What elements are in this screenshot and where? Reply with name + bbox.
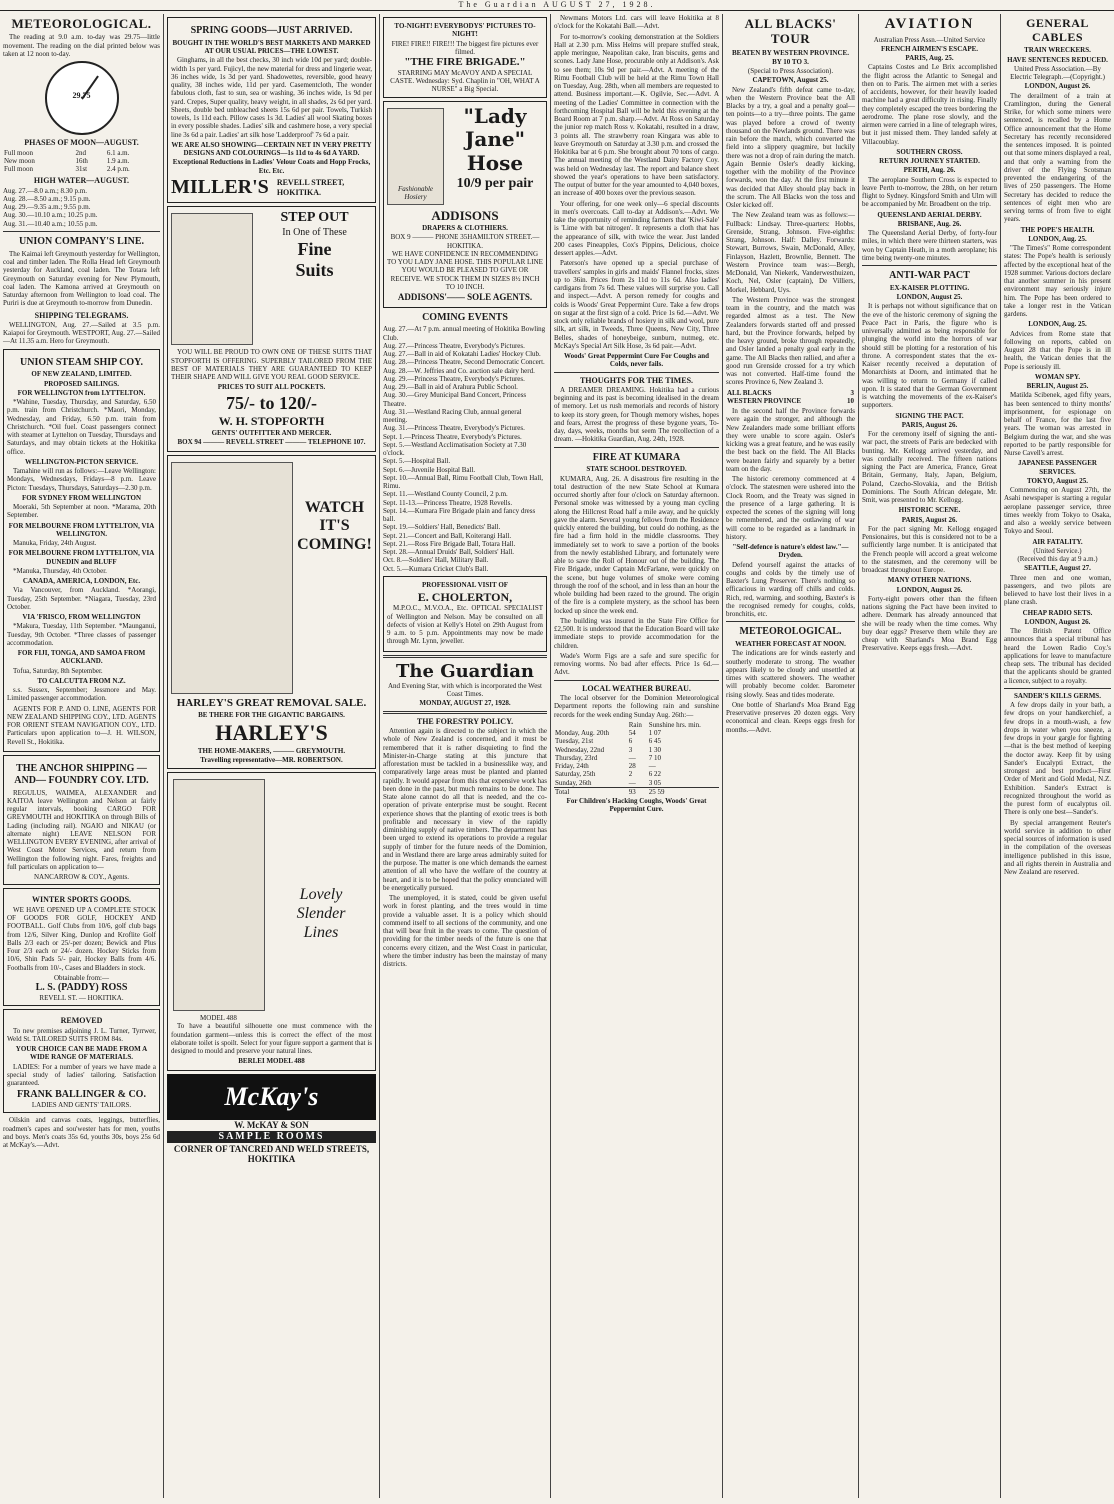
pictures-ad: TO-NIGHT! EVERYBODYS' PICTURES TO-NIGHT! FIRE! FIRE!! FIRE!!! The biggest fire pictures ever filmed. "THE FIRE BRIGADE." STARRING MAY McAVOY AND A SPECIAL CASTE. Wednesday: Syd. Chaplin in "OH, WHAT A NURSE" a Big Special. bbox=[383, 17, 547, 98]
list-item: Aug. 31.—Princess Theatre, Everybody's Pictures. bbox=[383, 424, 525, 433]
column-3: TO-NIGHT! EVERYBODYS' PICTURES TO-NIGHT! FIRE! FIRE!! FIRE!!! The biggest fire pictures ever filmed. "THE FIRE BRIGADE." STARRING MAY McAVOY AND A SPECIAL CASTE. Wednesday: Syd. Chaplin in "OH, WHAT A NURSE" a Big Special. Fashionable Hosiery "Lady Jane" Hose 10/9 per pair ADDISONS DRAPERS & CLOTHIERS. BOX 9 ——— PHONE 35HAMILTON STREET.—HOKITIKA. WE HAVE CONFIDENCE IN RECOMMENDING TO YOU LADY JANE HOSE. THIS POPULAR LINE YOU WOULD BE PLEASED TO GIVE OR RECEIVE. WE STOCK THEM IN SIZES 8½ INCH TO 10 INCH. ADDISONS'—— SOLE AGENTS. COMING EVENTS Aug. 27.—At 7 p.m. annual meeting of Hokitika Bowling Club. Aug. 27.—Princess Theatre, Everybody's Pictures. Aug. 27.—Ball in aid of Kokatahi Ladies' Hockey Club. Aug. 28.—Princess Theatre, Second Democratic Concert. Aug. 28.—W. Jeffries and Co. auction sale dairy herd. Aug. 29.—Princess Theatre, Everybody's Pictures. Aug. 29.—Ball in aid of Arahura Public School. Aug. 30.—Grey Municipal Band Concert, Princess Theatre. Aug. 31.—Westland Racing Club, annual general meeting. Aug. 31.—Princess Theatre, Everybody's Pictures. Sept. 1.—Princess Theatre, Everybody's Pictures. Sept. 5.—Westland Acclimatisation Society at 7.30 o'clock. Sept. 5.—Hospital Ball. Sept. 6.—Juvenile Hospital Ball. Sept. 10.—Annual Ball, Rimu Football Club, Town Hall, Rimu. Sept. 11.—Westland County Council, 2 p.m. Sept. 11-13.—Princess Theatre, 1928 Revells. Sept. 14.—Kumara Fire Brigade plain and fancy dress ball. Sept. 19.—Soldiers' Hall, Benedicts' Ball. Sept. 21.—Concert and Ball, Koiterangi Hall. Sept. 21.—Ross Fire Brigade Ball, Totara Hall. Sept. 28.—Annual Druids' Ball, Soldiers' Hall. Oct. 8.—Soldiers' Hall, Military Ball. Oct. 5.—Kumara Cricket Club's Ball. PROFESSIONAL VISIT OF E. CHOLERTON, M.P.O.C., M.V.O.A., Etc. OPTICAL SPECIALIST of Wellington and Nelson. May be consulted on all defects of vision at Kelly's Hotel on 29th August from 9 a.m. to 5 p.m. Appointments may now be made through Mr. Lynn, jeweller. The Guardian And Evening Star, with which is incorporated the West Coast Times. MONDAY, AUGUST 27, 1928. THE FORESTRY POLICY. Attention again is directed to the subject in which the whole of New Zealand is concerned, and it must be remembered that it is rather disquieting to find the Minister-in-Charge stating at this juncture that afforestation must be tackled in a businesslike way, and comparatively large areas must be planted and planted rapidly. It would appear from this that expensive work has been done in the past, but much remains to be done. The State alone cannot do all that is needed, and the co-operation of private enterprise must be sought. Recent experience shows that the planting of exotic trees is both profitable and necessary in view of the rapidly diminishing supply of native timbers. The department has been urged to extend its operations to provide a regular supply of timber for the future needs of the Dominion, and in Westland there are large areas admirably suited for the purpose. The matter is one which demands the earnest attention of all who have the welfare of the country at heart, and it is to be hoped that the policy enunciated will be energetically pursued. The unemployed, it is stated, could be given useful work in forest planting, and the trees would in time provide a valuable asset. It is a policy which should commend itself to all sections of the community, and one that will bear fruit in the years to come. The question of providing for the timber needs of the future is one that concerns every citizen, and the West Coast in particular, where the timber industry has been the mainstay of many districts. bbox=[380, 14, 550, 1500]
general-cables-title: GENERAL CABLES bbox=[1026, 16, 1089, 45]
column-6: AVIATION Australian Press Assn.—United Service FRENCH AIRMEN'S ESCAPE. PARIS, Aug. 25. Captains Costes and Le Brix accomplished the flight across the Atlantic to Senegal and then on to Paris. The airmen met with a series of accidents, however, for their heavily loaded machine had a great difficulty in rising. Finally they completely escaped the trees bordering the aerodrome. The plane rose slowly, and the airmen were carried in a line of telegraph wires, but it just missed them. They landed safely at Villacoublay. SOUTHERN CROSS. RETURN JOURNEY STARTED. PERTH, Aug. 26. The aeroplane Southern Cross is expected to leave Perth to-morrow, the 28th, on her return flight to Sydney. Kingsford Smith and Ulm will be accompanied by Mr. Broadbent on the trip. QUEENSLAND AERIAL DERBY. BRISBANE, Aug. 26. The Queensland Aerial Derby, of forty-four miles, in which there were thirteen starters, was won by Captain Heath, in a moth aeroplane; his time being twenty-one minutes. ANTI-WAR PACT EX-KAISER PLOTTING. LONDON, August 25. It is perhaps not without significance that on the eve of the historic ceremony of signing the Peace Pact in Paris, the figure who is universally admitted as being responsible for plunging the world into the horrors of war should still be plotting for a restoration of his throne. A correspondent states that the ex-Kaiser recently received a deputation of Monarchists at Doorn, and intimated that he was willing to return to Germany if called upon. It is stated that the German Government is watching the movements of the ex-Kaiser's supporters. SIGNING THE PACT. PARIS, August 26. For the ceremony itself of signing the anti-war pact, the streets of Paris are bedecked with bunting. Mr. Kellogg arrived yesterday, and was cordially received. The fifteen nations signing the Pact are America, France, Great Britain, Germany, Italy, Japan, Belgium, Poland, Czecho-Slovakia, and the British Dominions. The South African delegate, Mr. Smit, was presented to Mr. Kellogg. HISTORIC SCENE. PARIS, August 26. For the pact signing Mr. Kellogg engaged Pensionaires, but this is considered not to be a sufficiently large number. It is anticipated that the French people will accord a great welcome to the statesmen, and the ceremony will be broadcast throughout Europe. MANY OTHER NATIONS. LONDON, August 26. Forty-eight powers other than the fifteen nations signing the Pact have been invited to adhere. Denmark has already announced that she will be ready when the time comes. Why buy dear eggs? Preserve them while they are cheap with Sharland's Moa Brand Egg Preservative. Keeps eggs fresh.—Advt. bbox=[862, 16, 997, 653]
lady-jane-ad: Fashionable Hosiery "Lady Jane" Hose 10/9 per pair ADDISONS DRAPERS & CLOTHIERS. BOX 9 ——— PHONE 35HAMILTON STREET.—HOKITIKA. WE HAVE CONFIDENCE IN RECOMMENDING TO YOU LADY JANE HOSE. THIS POPULAR LINE YOU WOULD BE PLEASED TO GIVE OR RECEIVE. WE STOCK THEM IN SIZES 8½ INCH TO 10 INCH. ADDISONS'—— SOLE AGENTS. bbox=[383, 101, 547, 308]
list-item: Sept. 5.—Westland Acclimatisation Society at 7.30 o'clock. bbox=[383, 440, 527, 458]
tide-line: Aug. 29.—9.35 a.m.; 9.55 p.m. bbox=[3, 203, 91, 212]
anchor-shipping-ad: THE ANCHOR SHIPPING —AND— FOUNDRY COY. LTD. REGULUS, WAIMEA, ALEXANDER and KAITOA leave Wellington and Nelson at fairly regular intervals, booking CARGO FOR GREYMOUTH and HOKITIKA on through Bills of Lading (including rail). NGAIO and NIKAU (or alternate night) LEAVE NELSON FOR WELLINGTON EVERY EVENING, after arrival of West Coast Motor Services, and return from Wellington the following night. Fares, freights and full particulars on application to— NANCARROW & COY., Agents. bbox=[3, 755, 160, 885]
tide-line: Aug. 27.—8.0 a.m.; 8.30 p.m. bbox=[3, 186, 87, 195]
list-item: Oct. 8.—Soldiers' Hall, Military Ball. bbox=[383, 556, 489, 565]
uss-title: UNION STEAM SHIP COY. bbox=[20, 356, 143, 368]
anti-war-pact-title: ANTI-WAR PACT bbox=[889, 270, 970, 282]
masthead: The Guardian AUGUST 27, 1928. bbox=[0, 0, 1114, 11]
hosiery-illustration: Fashionable Hosiery bbox=[387, 108, 444, 205]
harleys-ad: WATCH IT'S COMING! HARLEY'S GREAT REMOVAL SALE. BE THERE FOR THE GIGANTIC BARGAINS. HARLEY'S THE HOME-MAKERS, ——— GREYMOUTH. Travelling representative—MR. ROBERTSON. bbox=[167, 455, 376, 770]
list-item: Sept. 10.—Annual Ball, Rimu Football Club, Town Hall, Rimu. bbox=[383, 473, 543, 491]
list-item: Aug. 31.—Westland Racing Club, annual general meeting. bbox=[383, 407, 522, 425]
stopforth-ad: STEP OUT In One of These Fine Suits YOU WILL BE PROUD TO OWN ONE OF THESE SUITS THAT STOPFORTH IS OFFERING. SUPERBLY TAILORED FROM THE BEST OF MATERIALS THEY ARE GUARANTEED TO KEEP THEIR SHAPE AND WILL GIVE YOU REAL GOOD SERVICE. PRICES TO SUIT ALL POCKETS. 75/- to 120/- W. H. STOPFORTH GENTS' OUTFITTER AND MERCER. BOX 94 ——— REVELL STREET ——— TELEPHONE 107. bbox=[167, 206, 376, 451]
weather-bureau-title: LOCAL WEATHER BUREAU. bbox=[582, 683, 691, 693]
moon-title: PHASES OF MOON—AUGUST. bbox=[24, 138, 139, 148]
table-row: Full moon 2nd 6.1 a.m. bbox=[4, 148, 130, 157]
tide-line: Aug. 30.—10.10 a.m.; 10.25 p.m. bbox=[3, 211, 98, 220]
list-item: Aug. 30.—Grey Municipal Band Concert, Princess Theatre. bbox=[383, 391, 527, 408]
all-blacks-title: ALL BLACKS' TOUR bbox=[744, 16, 837, 47]
berlei-ad: MODEL 488 Lovely Slender Lines To have a beautiful silhouette one must commence with the foundation garment—unless this is correct the effect of the most elaborate toilet is spoilt. Select for your figure support a garment that is designed to mould and preserve your natural lines. BERLEI MODEL 488 bbox=[167, 772, 376, 1071]
table-row: Tuesday, 21st 6 6 45 bbox=[555, 737, 661, 746]
shipping-title: SHIPPING TELEGRAMS. bbox=[34, 310, 129, 320]
ballinger-ad: REMOVED To new premises adjoining J. L. Turner, Tyrrwer, Weld St. TAILORED SUITS FROM 84s. YOUR CHOICE CAN BE MADE FROM A WIDE RANGE OF MATERIALS. LADIES: For a number of years we have made a special study of ladies' tailoring. Satisfaction guaranteed. FRANK BALLINGER & CO. LADIES AND GENTS' TAILORS. bbox=[3, 1009, 160, 1113]
corset-model-illustration bbox=[173, 779, 265, 1011]
score-table bbox=[726, 389, 855, 406]
list-item: Sept. 19.—Soldiers' Hall, Benedicts' Ball. bbox=[383, 523, 501, 532]
list-item: Sept. 6.—Juvenile Hospital Ball. bbox=[383, 465, 476, 474]
met-intro: The reading at 9.0 a.m. to-day was 29.75—little movement. The reading on the dial printed below was taken at 12 noon to-day. bbox=[3, 33, 160, 58]
mckays-logo: McKay's bbox=[167, 1074, 376, 1121]
table-row: Wednesday, 22nd 3 1 30 bbox=[555, 745, 661, 754]
table-row: Total 93 25 59 bbox=[554, 787, 719, 796]
met-title: METEOROLOGICAL. bbox=[11, 16, 152, 31]
table-row: ALL BLACKS 3 bbox=[727, 388, 854, 397]
moon-table bbox=[3, 149, 160, 174]
table-row: Full moon 31st 2.4 p.m. bbox=[4, 165, 130, 174]
list-item: Aug. 27.—At 7 p.m. annual meeting of Hokitika Bowling Club. bbox=[383, 325, 546, 342]
list-item: Sept. 21.—Concert and Ball, Koiterangi Hall. bbox=[383, 531, 512, 540]
met-title-2: METEOROLOGICAL. bbox=[739, 626, 842, 638]
tide-title: HIGH WATER—AUGUST. bbox=[33, 176, 130, 186]
millers-name: MILLER'S bbox=[171, 175, 269, 198]
tide-line: Aug. 31.—10.40 a.m.; 10.55 p.m. bbox=[3, 219, 98, 228]
union-steamship-ad: UNION STEAM SHIP COY. OF NEW ZEALAND, LIMITED. PROPOSED SAILINGS. FOR WELLINGTON from LYTTELTON. *Wahine, Tuesday, Thursday, and Saturday, 6.50 p.m. train from Christchurch. *Maori, Monday, Wednesday, and Friday, 6.50 p.m. train from Christchurch. *Oil fuel. Coast passengers connect with steamer at Lyttelton on Tuesday, Thursdays and Saturdays, and may obtain tickets at the Hokitika office. WELLINGTON-PICTON SERVICE. Tamahine will run as follows:—Leave Wellington: Mondays, Wednesdays, Fridays—8 p.m. Leave Picton: Tuesdays, Thursdays, Saturdays—2.30 p.m. FOR SYDNEY FROM WELLINGTON Moeraki, 5th September at noon. *Marama, 20th September. FOR MELBOURNE FROM LYTTELTON, VIA WELLINGTON. Manuka, Friday, 24th August. FOR MELBOURNE FROM LYTTELTON, VIA DUNEDIN and BLUFF *Manuka, Thursday, 4th October. CANADA, AMERICA, LONDON, Etc. Via Vancouver, from Auckland. *Aorangi, Tuesday, 25th September. *Niagara, Tuesday, 23rd October. VIA 'FRISCO, FROM WELLINGTON *Makura, Tuesday, 11th September. *Maunganui, Tuesday, 9th October. *Three classes of passenger accommodation. FOR FIJI, TONGA, AND SAMOA FROM AUCKLAND. Tofua, Saturday, 8th September. TO CALCUTTA FROM N.Z. s.s. Sussex, September; Jessmore and May. Limited passenger accommodation. AGENTS FOR P. AND O. LINE, AGENTS FOR NEW ZEALAND SHIPPING COY., LTD. AGENTS FOR ORIENT STEAM NAVIGATION COY., LTD. Particulars upon application to—J. H. WILSON, Revell St., Hokitika. bbox=[3, 349, 160, 752]
events-list bbox=[383, 325, 547, 573]
coming-events-title: COMING EVENTS bbox=[422, 311, 508, 323]
thoughts-title: THOUGHTS FOR THE TIMES. bbox=[579, 375, 694, 385]
list-item: Aug. 27.—Princess Theatre, Everybody's Pictures. bbox=[383, 341, 525, 350]
list-item: Sept. 5.—Hospital Ball. bbox=[383, 457, 451, 466]
paddy-ross: L. S. (PADDY) ROSS bbox=[35, 982, 128, 994]
anchor-title: THE ANCHOR SHIPPING —AND— FOUNDRY COY. LTD. bbox=[14, 762, 149, 786]
editorial-title: THE FORESTRY POLICY. bbox=[416, 716, 514, 726]
man-reading-illustration bbox=[171, 462, 293, 694]
table-row: New moon 16th 1.9 a.m. bbox=[4, 156, 130, 165]
list-item: Aug. 28.—W. Jeffries and Co. auction sale dairy herd. bbox=[383, 366, 535, 375]
suit-price: 75/- to 120/- bbox=[226, 392, 317, 413]
shipping-text: WELLINGTON, Aug. 27.—Sailed at 3.5 p.m. Kaiapoi for Greymouth. WESTPORT, Aug. 27.—Sailed—At 11.35 a.m. Hero for Greymouth. bbox=[3, 320, 160, 346]
local-news: For to-morrow's cooking demonstration at the Soldiers Hall at 2.30 p.m. Miss Helms will prepare stuffed steak, apple meringue, Neapolitan cake, Iran biscuits, gems and scones. Lady Jane Hose, procurable only at Addison's. Ask to see them; 10s 9d per pair.—Advt. A meeting of the Rimu Football Club will be held at the Rimu Town Hall on Tuesday, Aug. 28th, when all members are requested to attend. Business important.—K. Ogilvie, Sec.—Advt. A meeting of the Ladies' Committee in connection with the forthcoming Hospital Ball will be held this evening at the Board Room at 7 p.m. sharp.—Advt. At Ross on Saturday the junior rep match Ross v. Kokatahi, resulted in a draw, 3 points all. The strawberry roan Kingara was able to leave Greymouth on Saturday at 3.30 p.m. and crossed the Hokitika bar at 6 p.m. She brought about 70 tons of cargo. The annual meeting of the Westland Dairy Factory Coy. was held on Wednesday last. The report and balance sheet showed the year's operations to have been satisfactory. The output of butter for the year amounted to 4,040 boxes, an increase of 400 boxes over the previous season. bbox=[554, 32, 719, 198]
millers-ad: SPRING GOODS—JUST ARRIVED. BOUGHT IN THE WORLD'S BEST MARKETS AND MARKED AT OUR USUAL PRICES—THE LOWEST. Ginghams, in all the best checks, 30 inch wide 10d per yard; double-width 1s per yard. Fujicyl, the new material for dress and lingerie wear, 36 inches wide, 1s 3d per yard. Shadowettes, reversible, good heavy quality, 38 inches wide, 11d per yard. Casementcloth, The wonder fabulous cloth, fast to sun, sea or washing, 36 inches wide, 1s 9d per yard. Crepes, Super quality, heavy weight, in all shades, 2s 6d per yard. Sheets, double bed unbleached sheets 15s 6d per pair. Towels, Turkish towels, 1s 11d each. Pillow cases 1s 3d. Ladies' all wool Skating boxes in every possible shades. Ladies' silk and cashmere hose, a very special line 3s 6d a pair. Ladies' art silk hose 'Ladderproof' 7s 6d a pair. WE ARE ALSO SHOWING—CERTAIN NET IN VERY PRETTY DESIGNS AND COLOURINGS—1s 11d to 4s 6d A YARD. Exceptional Reductions in Ladies' Velour Coats and Hopp Frocks, Etc. Etc. MILLER'S REVELL STREET, HOKITIKA. bbox=[167, 17, 376, 203]
table-row: Rain Sunshine hrs. min. bbox=[628, 720, 701, 729]
barometer-reading: 29.75 bbox=[72, 91, 91, 101]
list-item: Sept. 21.—Ross Fire Brigade Ball, Totara Hall. bbox=[383, 539, 516, 548]
weather-table bbox=[554, 721, 719, 796]
list-item: Sept. 1.—Princess Theatre, Everybody's Pictures. bbox=[383, 432, 522, 441]
oilskin-notice: Oilskin and canvas coats, leggings, butterflies, roadmen's capes and sou'wester hats for men, youths and boys. Men's coats 35s 6d, youths 30s, boys 25s 6d at McKay's.—Advt. bbox=[3, 1116, 160, 1150]
table-row: Monday, Aug. 20th 54 1 07 bbox=[555, 729, 661, 738]
table-row: Friday, 24th 28 — bbox=[555, 762, 656, 771]
list-item: Sept. 11-13.—Princess Theatre, 1928 Revells. bbox=[383, 498, 513, 507]
tide-line: Aug. 28.—8.50 a.m.; 9.15 p.m. bbox=[3, 194, 91, 203]
guardian-nameplate: The Guardian bbox=[396, 660, 534, 682]
list-item: Sept. 28.—Annual Druids' Ball, Soldiers' Hall. bbox=[383, 548, 515, 557]
column-4: Newmans Motors Ltd. cars will leave Hokitika at 8 o'clock for the Kokatahi Ball.—Advt. For to-morrow's cooking demonstration at the Soldiers Hall at 2.30 p.m. Miss Helms will prepare stuffed steak, apple meringue, Neapolitan cake, Iran biscuits, gems and scones. Lady Jane Hose, procurable only at Addison's. Ask to see them; 10s 9d per pair.—Advt. A meeting of the Rimu Football Club will be held at the Rimu Town Hall on Tuesday, Aug. 28th, when all members are requested to attend. Business important.—K. Ogilvie, Sec.—Advt. A meeting of the Ladies' Committee in connection with the forthcoming Hospital Ball will be held this evening at the Board Room at 7 p.m. sharp.—Advt. At Ross on Saturday the junior rep match Ross v. Kokatahi, resulted in a draw, 3 points all. The strawberry roan Kingara was able to leave Greymouth on Saturday at 3.30 p.m. and crossed the Hokitika bar at 6 p.m. She brought about 70 tons of cargo. The annual meeting of the Westland Dairy Factory Coy. was held on Wednesday last. The report and balance sheet showed the year's operations to have been satisfactory. The output of butter for the year amounted to 4,040 boxes, an increase of 400 boxes over the previous season. Your offering, for one week only—6 special discounts in men's overcoats. Call to-day at Addison's.—Advt. We take the opportunity of reminding farmers that 'Kiwi-Sale' is 'Lime with bat nitrogen'. It represents a cloth that has the appearance of silk, with twice the wear. Just landed 200 cases Pineapples, Cox's Pippins, Delicious, choice dessert apples.—Advt. Paterson's have opened up a special purchase of travellers' samples in girls and maids' Flannel frocks, sizes up to 36in. Prices from 2s 11d to 11s 6d. Also ladies' cardigans from 7s 6d. These values will surprise you. Call and inspect.—Advt. A person remedy for coughs and colds is Woods' Great Peppermint Cure. Take a few drops on sugar at the first sign of a cold. Price 1s 6d.—Advt. We stock only reliable brands of hosiery in silk and wool, pure silk, art silk, in Tweeds, Three Queens, New City, Three Belles, shades of honeybeige, sunburn, nutmeg, etc. McKay's Special Art Silk Hose, 3s 6d pair.—Advt. Woods' Great Peppermint Cure For Coughs and Colds, never fails. THOUGHTS FOR THE TIMES. A DREAMER DREAMING. Hokitika had a curious beginning and its past is becoming idealised in the dream of memory. Let us rush memorials and records of history to keep its story green, for Though memory wishes, hopes and fears, Arrest the progress of these bygone years, To-day, days, weeks, months but seem The recollection of a dream. —Hokitika Guardian, Aug. 24th, 1928. FIRE AT KUMARA STATE SCHOOL DESTROYED. KUMARA, Aug. 26. A disastrous fire resulting in the total destruction of the new State School at Kumara occurred shortly after four o'clock on Saturday afternoon. Personal smoke was witnessed by a young man cycling along the Hillcrest Road half a mile away, and he quickly gave the alarm. Several young fellows from the Residence quickly entered the building, but could do nothing, as the fire had a firm hold in the middle classrooms. They immediately set to work to save a portion of the books from the newly established Library, and fortunately were able to save the Roll of Honour out of the building. The Fire Brigade, under Captain McFarlane, were quickly on the scene, but huge volumes of smoke were coming through the roof of the school, and in less than an hour the whole building had been razed to the ground. The origin of the fire is a complete mystery, as the school has been locked up since the week end. The building was insured in the State Fire Office for £2,500. It is understood that the Education Board will take immediate steps to provide accommodation for the children. Wade's Worm Figs are a safe and sure specific for removing worms. No bad after effects. Price 1s 6d.—Advt. LOCAL WEATHER BUREAU. The local observer for the Dominion Meteorological Department reports the following rain and sunshine records for the week ending Sunday Aug. 26th:— Rain Sunshine hrs. min. Monday, Aug. 20th 54 1 07 Tuesday, 21st 6 6 45 Wednesday, 22nd 3 1 30 Thursday, 23rd — 7 10 Friday, 24th 28 — Saturday, 25th 2 6 22 Sunday, 26th — 3 05 Total 93 25 59 For Children's Hacking Coughs, Woods' Great Peppermint Cure. bbox=[554, 14, 719, 814]
aviation-title: AVIATION bbox=[884, 16, 975, 32]
list-item: Aug. 27.—Ball in aid of Kokatahi Ladies' Hockey Club. bbox=[383, 350, 541, 359]
cholerton-ad: PROFESSIONAL VISIT OF E. CHOLERTON, M.P.O.C., M.V.O.A., Etc. OPTICAL SPECIALIST of Wellington and Nelson. May be consulted on all defects of vision at Kelly's Hotel on 29th August from 9 a.m. to 5 p.m. Appointments may now be made through Mr. Lynn, jeweller. bbox=[383, 576, 547, 652]
sample-rooms-banner: SAMPLE ROOMS bbox=[167, 1131, 376, 1143]
winter-sports-ad: WINTER SPORTS GOODS. WE HAVE OPENED UP A COMPLETE STOCK OF GOODS FOR GOLF, HOCKEY AND FOOTBALL. Golf Clubs from 10/6, golf club bags from 12/6, Silver King, Dunlop and Kroflite Golf Balls 2/3 each or 25/-per dozen; Bewick and Plus Four 2/3 each or 24/- dozen. Hockey Sticks from 10/6, Shin Pads 5/- pair, Hockey Balls from 4/6. Footballs from 10/-, Cases and Bladders in stock. Obtainable from:— L. S. (PADDY) ROSS REVELL ST. — HOKITIKA. bbox=[3, 888, 160, 1006]
list-item: Aug. 29.—Ball in aid of Arahura Public School. bbox=[383, 383, 518, 392]
barometer-dial bbox=[45, 61, 119, 135]
table-row: Saturday, 25th 2 6 22 bbox=[555, 770, 661, 779]
list-item: Sept. 14.—Kumara Fire Brigade plain and fancy dress ball. bbox=[383, 506, 536, 524]
table-row: WESTERN PROVINCE 10 bbox=[727, 396, 854, 405]
list-item: Aug. 29.—Princess Theatre, Everybody's Pictures. bbox=[383, 374, 525, 383]
table-row: Thursday, 23rd — 7 10 bbox=[555, 753, 661, 762]
column-2: SPRING GOODS—JUST ARRIVED. BOUGHT IN THE WORLD'S BEST MARKETS AND MARKED AT OUR USUAL PRICES—THE LOWEST. Ginghams, in all the best checks, 30 inch wide 10d per yard; double-width 1s per yard. Fujicyl, the new material for dress and lingerie wear, 36 inches wide, 1s 3d per yard. Shadowettes, reversible, good heavy quality, 38 inches wide, 11d per yard. Casementcloth, The wonder fabulous cloth, fast to sun, sea or washing, 36 inches wide, 1s 9d per yard. Crepes, Super quality, heavy weight, in all shades, 2s 6d per yard. Sheets, double bed unbleached sheets 15s 6d per pair. Towels, Turkish towels, 1s 11d each. Pillow cases 1s 3d. Ladies' all wool Skating boxes in every possible shades. Ladies' silk and cashmere hose, a very special line 3s 6d a pair. Ladies' art silk hose 'Ladderproof' 7s 6d a pair. WE ARE ALSO SHOWING—CERTAIN NET IN VERY PRETTY DESIGNS AND COLOURINGS—1s 11d to 4s 6d A YARD. Exceptional Reductions in Ladies' Velour Coats and Hopp Frocks, Etc. Etc. MILLER'S REVELL STREET, HOKITIKA. STEP OUT In One of These Fine Suits YOU WILL BE PROUD TO OWN ONE OF THESE SUITS THAT STOPFORTH IS OFFERING. SUPERBLY TAILORED FROM THE BEST OF MATERIALS THEY ARE GUARANTEED TO KEEP THEIR SHAPE AND WILL GIVE YOU REAL GOOD SERVICE. PRICES TO SUIT ALL POCKETS. 75/- to 120/- W. H. STOPFORTH GENTS' OUTFITTER AND MERCER. BOX 94 ——— REVELL STREET ——— TELEPHONE 107. WATCH IT'S COMING! HARLEY'S GREAT REMOVAL SALE. BE THERE FOR THE GIGANTIC BARGAINS. HARLEY'S THE HOME-MAKERS, ——— GREYMOUTH. Travelling representative—MR. ROBERTSON. MODEL 488 Lovely Slender Lines To have a beautiful silhouette one must commence with the foundation garment—unless this is correct the effect of the most elaborate toilet is spoilt. Select for your figure support a garment that is designed to mould and preserve your natural lines. BERLEI MODEL 488 McKay's W. McKAY & SON SAMPLE ROOMS CORNER OF TANCRED AND WELD STREETS, HOKITIKA bbox=[164, 14, 379, 1500]
column-5: ALL BLACKS' TOUR BEATEN BY WESTERN PROVINCE. BY 10 TO 3. (Special to Press Association). CAPETOWN, August 25. New Zealand's fifth defeat came to-day, when the Western Province beat the All Blacks by a try, a goal and a penalty goal—ten points—to a try—three points. The game was played before a crowd of twenty thousand on the Newlands ground. There was rain before the match, which converted the field into a slippery quagmire, but luckily there was not a drop of rain during the match. Again Bennie Osler's deadly kicking, together with the mobility of the Province forwards, won the day. At the first minute it was decided that Alley should play back in the scrum. The All Blacks won the toss and Osler kicked off. The New Zealand team was as follows:—Fullback: Lindsay. Three-quarters: Hobbs, Grenside, Strang, Johnson. Five-eighths: Strang, Johnson. Half: Dalley. Forwards: Stewart, Burrows, Swain, McDonald, Alley, Finlayson, Hazlett, Brownlie, Bennett. The Western Province team was:—Bergh, McDonald, Van Niekerk, Vanderwesthuizen, Koch, Nel, Osler (captain), De Villiers, Morkel, Hebbard, Uys. The Western Province was the strongest team in the country, and the match was regarded almost as a test. The New Zealanders forwards started off and pressed hard, but the Province forwards, helped by the heavy ground, broke through repeatedly, and Osler landed a penalty goal early in the game. The All Blacks then rallied, and after a good run Grenside crossed for a try which was not converted. Half-time found the scores Province 6, New Zealand 3. ALL BLACKS 3 WESTERN PROVINCE 10 In the second half the Province forwards were again the stronger, and although the New Zealanders made some brilliant efforts they were unable to score again. Osler's kicking was a great feature, and he was easily the best back on the field. The All Blacks were beaten fairly and squarely by a better team on the day. The historic ceremony commenced at 4 o'clock. The statesmen were ushered into the Clock Room, and the Treaty was signed in the presence of a large gathering. It is expected the scenes of the signing will long be remembered, and the outlawing of war will come to be regarded as a landmark in history. "Self-defence is nature's eldest law."—Dryden. Defend yourself against the attacks of coughs and colds by the timely use of Baxter's Lung Preserver. There's nothing so efficacious in warding off chills and colds. Rich, red, warming, and soothing, Baxter's is the recognised remedy for coughs, colds, bronchitis, etc. METEOROLOGICAL. WEATHER FORECAST AT NOON. The indications are for winds easterly and southerly moderate to strong. The weather appears likely to be cloudy and unsettled at times with scattered showers. The weather will probably become colder. Barometer rising slowly. Seas and tides moderate. One bottle of Sharland's Moa Brand Egg Preservative preserves 20 dozen eggs. Very economical and clean. Keeps eggs fresh for months.—Advt. bbox=[726, 16, 855, 734]
kumara-fire-title: FIRE AT KUMARA bbox=[592, 451, 681, 463]
union-title: UNION COMPANY'S LINE. bbox=[18, 235, 145, 247]
union-text: The Kaimai left Greymouth yesterday for Wellington, coal and timber laden. The Rolla Head left Greymouth yesterday for Auckland, coal laden. The Totara left Greymouth on Saturday evening for New Plymouth, coal laden. The Kamona arrived at Greymouth on Saturday afternoon from Wellington to load coal. The Puriri is due at Greymouth to-morrow from Dunedin. bbox=[3, 249, 160, 308]
list-item: Aug. 28.—Princess Theatre, Second Democratic Concert. bbox=[383, 358, 545, 367]
table-row: Sunday, 26th — 3 05 bbox=[555, 778, 661, 787]
list-item: Oct. 5.—Kumara Cricket Club's Ball. bbox=[383, 564, 489, 573]
column-7: GENERAL CABLES TRAIN WRECKERS. HAVE SENTENCES REDUCED. United Press Association.—By Electric Telegraph.—(Copyright.) LONDON, August 26. The derailment of a train at Cramlington, during the General Strike, for which some miners were sentenced, is recalled by a Home Office announcement that the Home Secretary has recently reconsidered the sentences imposed. It is pointed out that some miners displayed a real, and that only a warning from the driver of the Flying Scotsman prevented the endangering of the lives of 250 passengers. The Home Secretary has decided to reduce the sentences of eight men who are serving terms of from five to eight years. THE POPE'S HEALTH. LONDON, Aug. 25. "The Times's" Rome correspondent states: The Pope's health is seriously affected by the exceptional heat of the 1928 summer. Various doctors declare that another summer in his present environment may seriously injure him. The Pope has been ordered to take a longer rest in the Vatican gardens. LONDON, Aug. 25. Advices from Rome state that following on reports, cabled on August 28 that the Pope is in ill health, the Vatican denies that the Pope is seriously ill. WOMAN SPY. BERLIN, August 25. Matilda Scibenek, aged fifty years, has been sentenced to thirty months' imprisonment, for espionage on behalf of France, for the last five years. The woman was arrested in Belgium during the war, and she was reported to be partly responsible for Nurse Cavell's arrest. JAPANESE PASSENGER SERVICES. TOKYO, August 25. Commencing on August 27th, the Asahi newspaper is starting a regular aeroplane passenger service, three times weekly from Tokyo to Osaka, and also a weekly service between Tokyo and Seoul. AIR FATALITY. (United Service.) (Received this day at 9 a.m.) SEATTLE, August 27. Three men and one woman, passengers, and two pilots are believed to have lost their lives in a plane crash. CHEAP RADIO SETS. LONDON, August 26. The British Patent Office announces that a special tribunal has heard the Lowen Radio Coy.'s applications for leave to manufacture cheap sets. The tribunal has decided that the applicants should be granted a licence, subject to a royalty. SANDER'S KILLS GERMS. A few drops daily in your bath, a few drops on your handkerchief, a few drops in a mouth-wash, a few drops in water when you sneeze, a few drops in your gargle for fighting—that is the best method of keeping the doctor away. Keep fit by using Sander's Eucalypti Extract, the strongest and best product—First Order of Merit and Gold Medal, N.Z. Exhibition. Sander's Extract is recognized throughout the world as the purest form of eucalyptus oil. There is only one best—Sander's. By special arrangement Reuter's world service in addition to other special sources of information is used in the compilation of the overseas intelligence published in this issue, and all rights therein in Australia and New Zealand are reserved. bbox=[1004, 16, 1111, 877]
column-1 bbox=[0, 14, 163, 1500]
man-in-suit-illustration bbox=[171, 213, 253, 345]
issue-date: MONDAY, AUGUST 27, 1928. bbox=[419, 699, 511, 708]
list-item: Sept. 11.—Westland County Council, 2 p.m. bbox=[383, 490, 508, 499]
